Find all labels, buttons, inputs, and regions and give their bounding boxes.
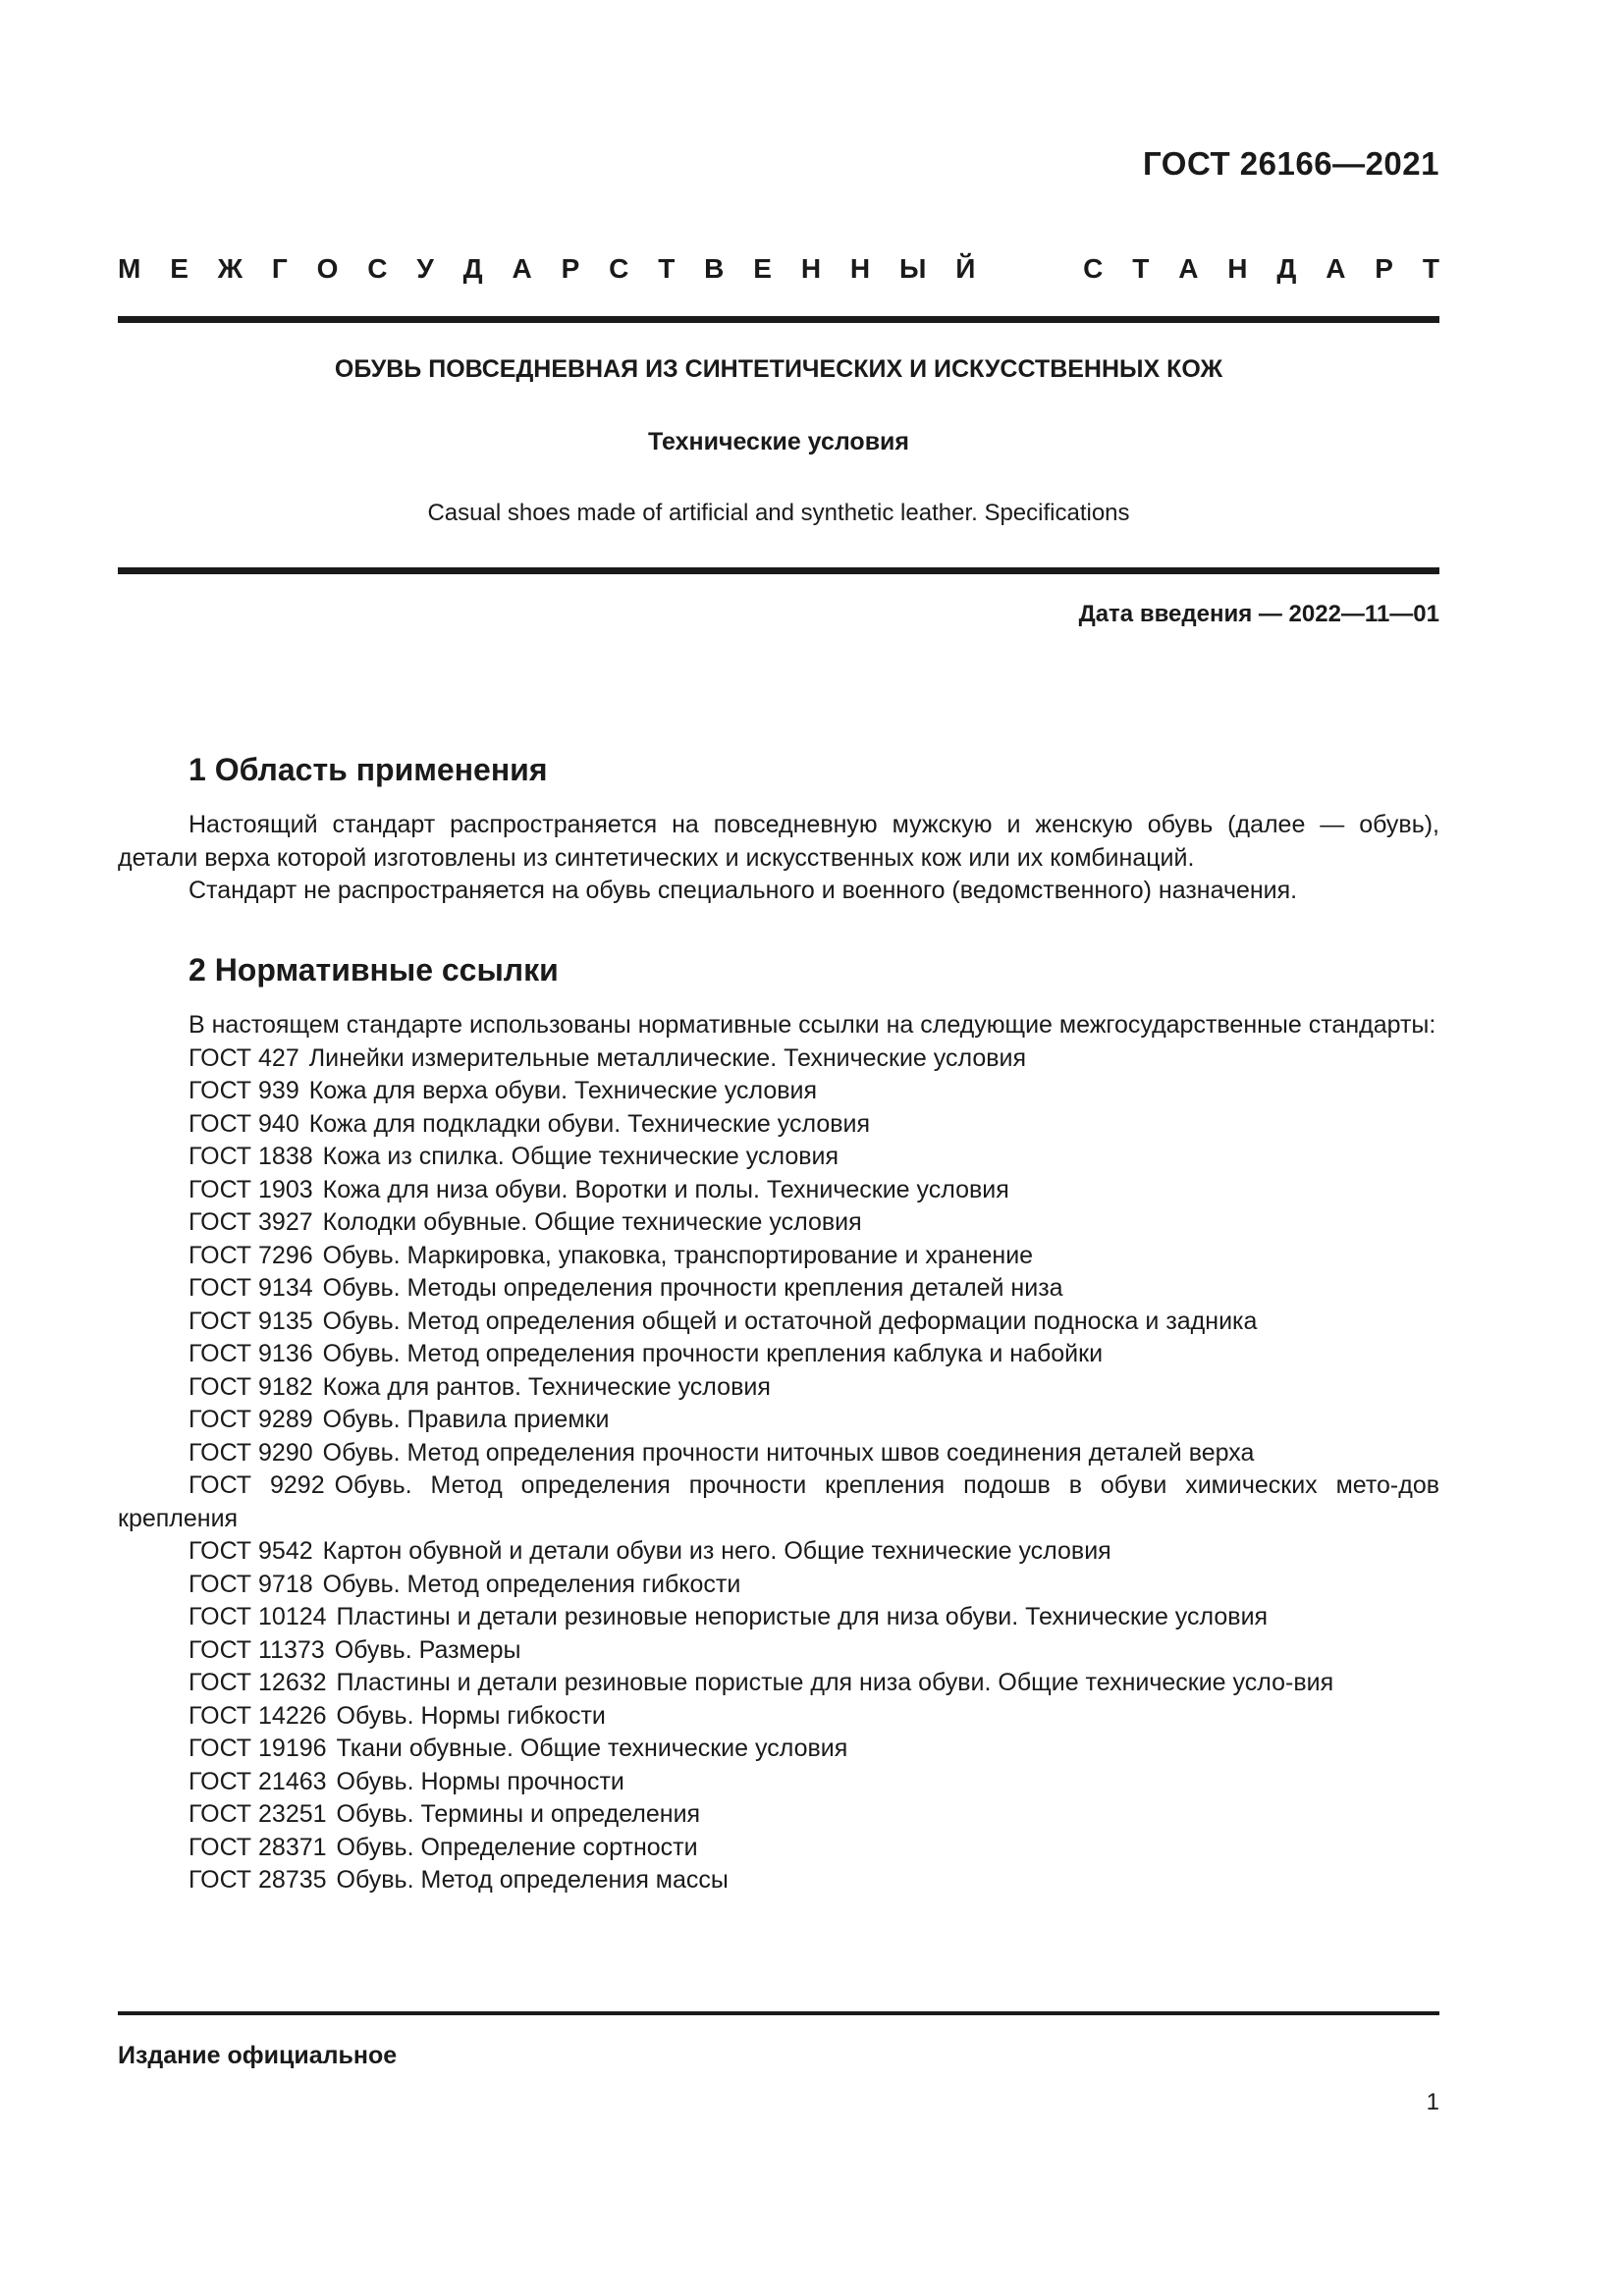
reference-item <box>118 1864 1439 1897</box>
banner-letter: А <box>1326 253 1346 284</box>
reference-title: Обувь. Правила приемки <box>322 1406 610 1433</box>
reference-title: Колодки обувные. Общие технические условия <box>322 1208 862 1236</box>
banner-letter: А <box>1178 253 1199 284</box>
section-1-paragraph: Стандарт не распространяется на обувь специального и военного (ведомственного) назначения. <box>189 877 1298 904</box>
title-divider <box>118 567 1439 574</box>
reference-code: ГОСТ 9292 <box>189 1471 325 1499</box>
reference-item <box>118 1108 1439 1142</box>
reference-title: Обувь. Размеры <box>334 1635 521 1664</box>
section-1-heading: 1 Область применения <box>189 752 548 787</box>
reference-item <box>118 1569 1439 1602</box>
banner-letter: А <box>512 253 532 284</box>
reference-item <box>118 1700 1439 1734</box>
reference-code: ГОСТ 9289 <box>189 1406 313 1433</box>
section-1-paragraph: Настоящий стандарт распространяется на повседневную мужскую и женскую обувь (далее — обувь), детали верха которой изготовлены из синтетических и искусственных кож или их комбинаций. <box>118 811 1439 872</box>
reference-code: ГОСТ 23251 <box>189 1800 327 1828</box>
reference-code: ГОСТ 14226 <box>189 1701 327 1730</box>
reference-title: Обувь. Методы определения прочности крепления деталей низа <box>322 1274 1063 1302</box>
reference-item <box>118 1404 1439 1437</box>
introduction-date: Дата введения — 2022—11—01 <box>1078 601 1439 627</box>
document-title: ОБУВЬ ПОВСЕДНЕВНАЯ ИЗ СИНТЕТИЧЕСКИХ И ИСКУССТВЕННЫХ КОЖ <box>334 355 1223 383</box>
banner-letter: У <box>416 253 434 284</box>
gost-number: ГОСТ 26166—2021 <box>1143 145 1439 182</box>
reference-code: ГОСТ 9182 <box>189 1372 313 1401</box>
header-divider <box>118 316 1439 323</box>
document-english-title: Casual shoes made of artificial and synthetic leather. Specifications <box>427 500 1130 526</box>
reference-item <box>118 1075 1439 1108</box>
reference-code: ГОСТ 9135 <box>189 1307 313 1335</box>
banner-letter: Ы <box>899 253 927 284</box>
reference-item <box>118 1733 1439 1766</box>
reference-code: ГОСТ 939 <box>189 1077 299 1104</box>
reference-item <box>118 1798 1439 1832</box>
page-number: 1 <box>1426 2089 1439 2115</box>
reference-code: ГОСТ 3927 <box>189 1208 313 1236</box>
footer-divider <box>118 2011 1439 2015</box>
reference-item <box>118 1338 1439 1371</box>
banner-letter: Т <box>1132 253 1150 284</box>
banner-letter: Ж <box>217 253 244 284</box>
banner-letter: Й <box>955 253 976 284</box>
reference-item <box>118 1042 1439 1076</box>
banner-letter: Н <box>800 253 822 284</box>
reference-title: Линейки измерительные металлические. Технические условия <box>308 1043 1027 1072</box>
reference-title: Кожа для подкладки обуви. Технические условия <box>308 1109 871 1138</box>
banner-letter: Р <box>1375 253 1393 284</box>
reference-title: Пластины и детали резиновые непористые для низа обуви. Технические условия <box>336 1603 1269 1630</box>
section-1-body <box>118 809 1439 908</box>
reference-code: ГОСТ 9718 <box>189 1570 313 1598</box>
reference-title: Пластины и детали резиновые пористые для низа обуви. Общие технические усло-вия <box>336 1669 1334 1696</box>
reference-item <box>118 1437 1439 1470</box>
reference-code: ГОСТ 9290 <box>189 1438 313 1467</box>
reference-code: ГОСТ 9134 <box>189 1274 313 1302</box>
banner-letter: Т <box>658 253 676 284</box>
reference-code: ГОСТ 427 <box>189 1043 299 1072</box>
banner-letter: В <box>704 253 725 284</box>
reference-item <box>118 1667 1439 1700</box>
banner-letter: М <box>118 253 141 284</box>
reference-item <box>118 1634 1439 1668</box>
banner-letter: Е <box>170 253 189 284</box>
normative-reference-list <box>118 1042 1439 1897</box>
reference-title: Кожа для низа обуви. Воротки и полы. Технические условия <box>322 1175 1009 1203</box>
section-2-heading: 2 Нормативные ссылки <box>189 952 559 988</box>
banner-letter: Е <box>753 253 772 284</box>
reference-item <box>118 1832 1439 1865</box>
reference-title: Обувь. Определение сортности <box>336 1833 698 1861</box>
reference-title: Ткани обувные. Общие технические условия <box>336 1735 848 1762</box>
document-subtitle: Технические условия <box>647 428 910 455</box>
reference-code: ГОСТ 7296 <box>189 1241 313 1269</box>
reference-code: ГОСТ 1903 <box>189 1175 313 1203</box>
reference-item <box>118 1206 1439 1240</box>
official-edition-label: Издание официальное <box>118 2042 398 2069</box>
reference-item <box>118 1371 1439 1405</box>
banner-letter: Д <box>462 253 483 284</box>
banner-letter: С <box>1083 253 1104 284</box>
section-2-intro: В настоящем стандарте использованы нормативные ссылки на следующие межгосударственные стандарты: <box>189 1011 1436 1039</box>
banner-letter: О <box>316 253 339 284</box>
reference-title: Обувь. Метод определения массы <box>336 1866 729 1894</box>
banner-letter: С <box>367 253 388 284</box>
reference-code: ГОСТ 1838 <box>189 1143 313 1170</box>
reference-item <box>118 1766 1439 1799</box>
banner-letter: Р <box>561 253 580 284</box>
banner-letter: Т <box>1422 253 1439 284</box>
banner-letter: Г <box>271 253 288 284</box>
reference-item <box>118 1535 1439 1569</box>
banner-letter: Н <box>849 253 871 284</box>
reference-item <box>118 1240 1439 1273</box>
reference-item <box>118 1272 1439 1306</box>
reference-title: Кожа для рантов. Технические условия <box>322 1372 771 1401</box>
reference-code: ГОСТ 12632 <box>189 1669 327 1696</box>
interstate-standard-banner <box>118 253 1439 285</box>
reference-code: ГОСТ 10124 <box>189 1603 327 1630</box>
reference-title: Кожа из спилка. Общие технические условия <box>322 1143 839 1170</box>
reference-code: ГОСТ 28735 <box>189 1866 327 1894</box>
reference-code: ГОСТ 9542 <box>189 1537 313 1565</box>
banner-letter: С <box>609 253 629 284</box>
reference-item <box>118 1469 1439 1535</box>
reference-item <box>118 1306 1439 1339</box>
banner-word-gap <box>1004 253 1054 285</box>
reference-title: Кожа для верха обуви. Технические условия <box>308 1077 818 1104</box>
reference-title: Обувь. Термины и определения <box>336 1800 701 1828</box>
reference-code: ГОСТ 940 <box>189 1109 299 1138</box>
reference-title: Обувь. Метод определения общей и остаточной деформации подноска и задника <box>322 1307 1258 1335</box>
reference-code: ГОСТ 21463 <box>189 1767 327 1795</box>
reference-title: Обувь. Метод определения гибкости <box>322 1570 741 1598</box>
banner-letter: Н <box>1227 253 1248 284</box>
reference-title: Обувь. Метод определения прочности ниточных швов соединения деталей верха <box>322 1438 1255 1467</box>
reference-code: ГОСТ 28371 <box>189 1833 327 1861</box>
reference-title: Обувь. Нормы гибкости <box>336 1701 606 1730</box>
reference-code: ГОСТ 11373 <box>189 1635 325 1664</box>
document-page <box>118 0 1439 2296</box>
section-2-body <box>118 1009 1439 1897</box>
reference-title: Картон обувной и детали обуви из него. Общие технические условия <box>322 1537 1111 1565</box>
reference-title: Обувь. Маркировка, упаковка, транспортирование и хранение <box>322 1241 1034 1269</box>
reference-item <box>118 1601 1439 1634</box>
reference-item <box>118 1141 1439 1174</box>
reference-title: Обувь. Метод определения прочности крепления подошв в обуви химических мето-дов крепления <box>118 1471 1440 1532</box>
banner-letter: Д <box>1276 253 1297 284</box>
reference-code: ГОСТ 19196 <box>189 1735 327 1762</box>
reference-title: Обувь. Метод определения прочности крепления каблука и набойки <box>322 1340 1104 1367</box>
reference-title: Обувь. Нормы прочности <box>336 1767 624 1795</box>
reference-item <box>118 1174 1439 1207</box>
reference-code: ГОСТ 9136 <box>189 1340 313 1367</box>
